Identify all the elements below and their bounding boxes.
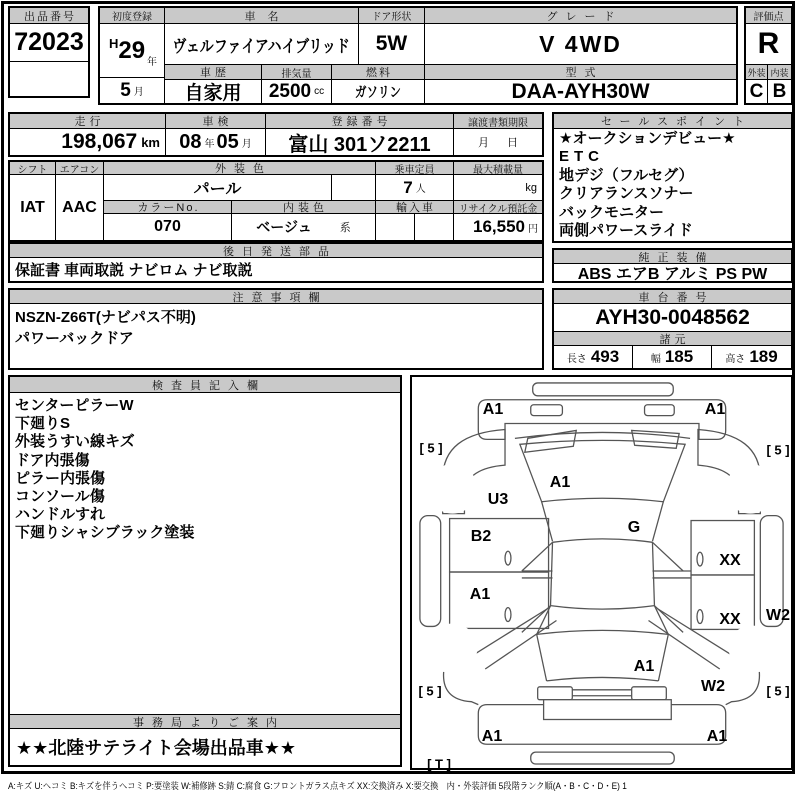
taillight-bar (572, 690, 631, 696)
exterior-grade-label: 外装 (746, 65, 768, 80)
front-bumper (478, 400, 725, 440)
score-value: R (746, 24, 791, 65)
inspector-note-item: ドア内張傷 (15, 451, 90, 469)
caution-notes-label: 注意事項欄 (10, 290, 542, 304)
model-code-value: DAA-AYH30W (511, 79, 650, 103)
year-unit: 年 (147, 57, 158, 68)
interior-grade-value: B (772, 80, 787, 102)
interior-color-suffix: 系 (339, 222, 351, 234)
dimension-length: 長さ 493 (554, 346, 633, 368)
damage-code-rear-left-door: A1 (469, 586, 491, 603)
damage-code-rear-bumper-right: A1 (706, 728, 728, 745)
first-registration-year-value: 29 (118, 36, 146, 64)
door-handle (697, 552, 703, 566)
door-front-left-panel (450, 519, 549, 572)
cowl-line (515, 432, 690, 438)
mileage-value: 198,067 km (10, 129, 166, 155)
headlight-left (531, 405, 563, 416)
damage-code-rear-window: A1 (633, 658, 655, 675)
side-sill-left (420, 516, 441, 627)
shift-label: シフト (10, 162, 56, 175)
aircon-value: AAC (56, 175, 104, 240)
damage-code-front-bumper-left: A1 (482, 401, 504, 418)
inspector-note-item: 下廻りS (15, 415, 71, 433)
pillar-fold-lines (522, 542, 683, 632)
sales-points-box (552, 112, 793, 243)
vehicle-header-table (98, 6, 738, 105)
spare-tire-mark: [ T ] (427, 756, 451, 772)
damage-code-rear-right-door: XX (719, 611, 741, 628)
model-code-label: 型式 (425, 65, 736, 80)
inspector-note-item: 外装うすい線キズ (15, 433, 135, 451)
first-registration-label: 初度登録 (100, 8, 165, 24)
front-license-strip (533, 383, 674, 396)
grade-value: V 4WD (425, 24, 736, 65)
caution-note-line: NSZN-Z66T(ナビパス不明) (15, 309, 196, 326)
caution-note-line: パワーバックドア (15, 330, 134, 347)
roof-panel (551, 542, 655, 609)
tire-grade-front-right: [ 5 ] (766, 442, 790, 458)
inspector-note-item: ハンドルすれ (15, 506, 106, 524)
car-name-value: ヴェルファイアハイブリッド (165, 24, 359, 65)
auction-number-box (8, 6, 90, 98)
interior-color-value: ベージュ 系 (232, 214, 376, 240)
rear-license-strip (531, 752, 674, 764)
headlight-right (645, 405, 675, 416)
damage-code-rear-bumper-left: A1 (481, 728, 503, 745)
door-handle (505, 608, 511, 622)
factory-equipment-value: ABS エアB アルミ PS PW (577, 266, 768, 283)
auction-number-label: 出品番号 (10, 8, 88, 24)
chassis-number-value: AYH30-0048562 (554, 304, 791, 332)
later-parts-value: 保証書 車両取説 ナビロム ナビ取説 (15, 262, 253, 279)
sales-point-item: クリアランスソナー (559, 185, 694, 203)
inspector-note-item: コンソール傷 (15, 488, 105, 506)
later-parts-label: 後日発送部品 (10, 244, 542, 258)
max-load-value: kg (454, 175, 542, 201)
damage-code-front-bumper-right: A1 (704, 401, 726, 418)
windshield (542, 502, 664, 543)
inspector-notes-label: 検査員記入欄 (10, 377, 400, 393)
damage-code-front-right-door: XX (719, 552, 741, 569)
factory-equipment-box (552, 248, 793, 283)
damage-code-front-left-door: B2 (470, 528, 492, 545)
inspector-note-item: 下廻りシャシブラック塗装 (15, 524, 195, 542)
fuel-value: ガソリン (332, 80, 425, 103)
color-no-value: 070 (104, 214, 232, 240)
displacement-value: 2500 cc (262, 80, 332, 103)
exterior-color-empty-cell (332, 175, 376, 201)
chassis-box (552, 288, 793, 370)
car-history-label: 車歴 (165, 65, 262, 80)
caution-notes-box (8, 288, 544, 370)
transfer-deadline-value: 月 日 (478, 137, 518, 149)
inspector-note-item: ピラー内張傷 (15, 469, 106, 487)
damage-code-hood: A1 (549, 474, 571, 491)
auction-number-empty-cell (10, 62, 88, 96)
dimensions-label: 諸元 (554, 332, 791, 346)
registration-number-value: 富山 301ソ2211 (266, 129, 454, 155)
sales-point-item: バックモニター (559, 203, 665, 221)
damage-code-legend: A:キズ U:ヘコミ B:キズを伴うヘコミ P:要塗装 W:補修跡 S:錆 C:腐食 G:フロントガラス点キズ XX:交換済み X:要交換 内・外装評価 5段階ランク順(A・B・C・D・E) 1 (8, 781, 627, 791)
interior-grade-label: 内装 (768, 65, 791, 80)
later-parts-box (8, 242, 544, 283)
era-code: H (108, 36, 119, 51)
fuel-label: 燃料 (332, 65, 425, 80)
score-box (744, 6, 793, 105)
recycle-deposit-value: 16,550 円 (473, 217, 538, 236)
transfer-deadline-label: 譲渡書類期限 (454, 114, 542, 129)
car-history-value: 自家用 (165, 80, 262, 103)
car-name-label: 車名 (165, 8, 359, 24)
damage-code-windshield: G (627, 519, 641, 536)
rear-window (537, 606, 669, 635)
grade-label: グレード (425, 8, 736, 24)
sales-points-label: セールスポイント (554, 114, 791, 129)
dimension-height: 高さ 189 (725, 347, 778, 366)
door-handle (697, 610, 703, 624)
shift-value: IAT (10, 175, 56, 240)
office-notice-label: 事務局よりご案内 (10, 714, 400, 729)
first-registration-month: 5 月 (100, 78, 165, 103)
recycle-deposit-label: リサイクル預託金 (454, 201, 542, 214)
factory-equipment-label: 純正装備 (554, 250, 791, 264)
tire-grade-rear-right: [ 5 ] (766, 683, 790, 699)
exterior-color-value: パール (104, 175, 332, 201)
damage-code-left-fender: U3 (487, 491, 509, 508)
tire-grade-rear-left: [ 5 ] (418, 683, 442, 699)
exterior-color-label: 外装色 (104, 162, 376, 175)
door-shape-value: 5W (359, 24, 425, 65)
chassis-number-label: 車台番号 (554, 290, 791, 304)
office-notice-value: ★★北陸サテライト会場出品車★★ (16, 738, 297, 758)
registration-number-label: 登録番号 (266, 114, 454, 129)
damage-code-right-quarter-lower: W2 (701, 678, 725, 695)
door-handle (505, 551, 511, 565)
inspection-label: 車検 (166, 114, 266, 129)
displacement-label: 排気量 (262, 65, 332, 80)
door-shape-label: ドア形状 (359, 8, 425, 24)
exterior-grade-value: C (746, 80, 768, 103)
import-empty-cell (415, 214, 454, 240)
capacity-label: 乗車定員 (376, 162, 454, 175)
color-capacity-table (8, 160, 544, 242)
aircon-label: エアコン (56, 162, 104, 175)
interior-color-label: 内装色 (232, 201, 376, 214)
import-empty-cell (376, 214, 415, 240)
sales-point-item: ETC (559, 148, 604, 166)
score-label: 評価点 (746, 8, 791, 24)
damage-code-right-quarter-upper: W2 (766, 607, 790, 624)
tire-grade-front-left: [ 5 ] (419, 440, 443, 456)
sales-point-item: 両側パワースライド (559, 222, 693, 240)
sales-point-item: ★オークションデビュー★ (559, 130, 736, 147)
max-load-label: 最大積載量 (454, 162, 542, 175)
mileage-row-table (8, 112, 544, 157)
dimension-width: 幅 185 (633, 346, 712, 368)
color-no-label: カラーNo. (104, 201, 232, 214)
auction-number-value: 72023 (10, 24, 88, 62)
capacity-value: 7 人 (376, 175, 454, 201)
inspection-value: 08 年 05 月 (166, 129, 266, 155)
car-outline-drawing (412, 377, 791, 768)
inspector-notes-box (8, 375, 402, 767)
door-rear-left-panel (450, 572, 549, 628)
damage-diagram (410, 375, 793, 770)
inspector-note-item: センターピラーW (15, 397, 134, 414)
sales-point-item: 地デジ（フルセグ） (559, 166, 694, 184)
taillight-right (632, 687, 667, 700)
mileage-label: 走行 (10, 114, 166, 129)
taillight-left (538, 687, 573, 700)
import-label: 輸入車 (376, 201, 454, 214)
first-registration-year (100, 24, 165, 78)
rear-garnish (544, 700, 672, 720)
